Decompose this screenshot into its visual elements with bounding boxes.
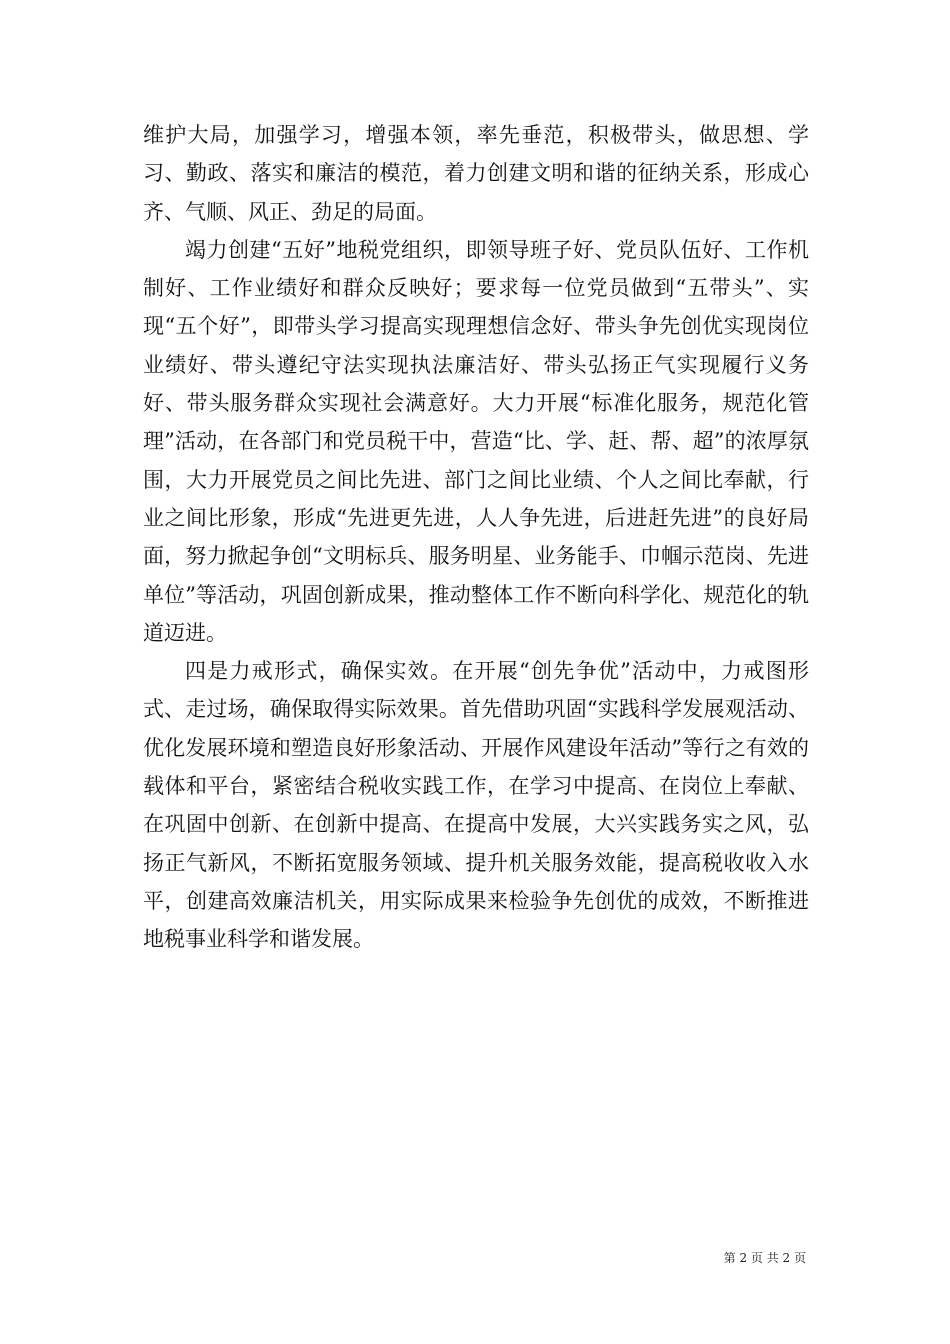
paragraph-effectiveness: 四是力戒形式，确保实效。在开展“创先争优”活动中，力戒图形式、走过场，确保取得实际效果。首先借助巩固“实践科学发展观活动、优化发展环境和塑造良好形象活动、开展作风建设年活动”等行之有效的载体和平台，紧密结合税收实践工作，在学习中提高、在岗位上奉献、在巩固中创新、在创新中提高、在提高中发展，大兴实践务实之风，弘扬正气新风，不断拓宽服务领域、提升机关服务效能，提高税收收入水平，创建高效廉洁机关，用实际成果来检验争先创优的成效，不断推进地税事业科学和谐发展。: [143, 659, 809, 952]
paragraph-five-good: 竭力创建“五好”地税党组织，即领导班子好、党员队伍好、工作机制好、工作业绩好和群众反映好；要求每一位党员做到“五带头”、实现“五个好”，即带头学习提高实现理想信念好、带头争先创优实现岗位业绩好、带头遵纪守法实现执法廉洁好、带头弘扬正气实现履行义务好、带头服务群众实现社会满意好。大力开展“标准化服务，规范化管理”活动，在各部门和党员税干中，营造“比、学、赶、帮、超”的浓厚氛围，大力开展党员之间比先进、部门之间比业绩、个人之间比奉献，行业之间比形象，形成“先进更先进，人人争先进，后进赶先进”的良好局面，努力掀起争创“文明标兵、服务明星、业务能手、巾帼示范岗、先进单位”等活动，巩固创新成果，推动整体工作不断向科学化、规范化的轨道迈进。: [143, 237, 809, 645]
page-number-footer: 第 2 页 共 2 页: [723, 1251, 806, 1265]
paragraph-continuation: 维护大局，加强学习，增强本领，率先垂范，积极带头，做思想、学习、勤政、落实和廉洁的模范，着力创建文明和谐的征纳关系，形成心齐、气顺、风正、劲足的局面。: [143, 123, 809, 224]
document-body: [143, 116, 809, 959]
